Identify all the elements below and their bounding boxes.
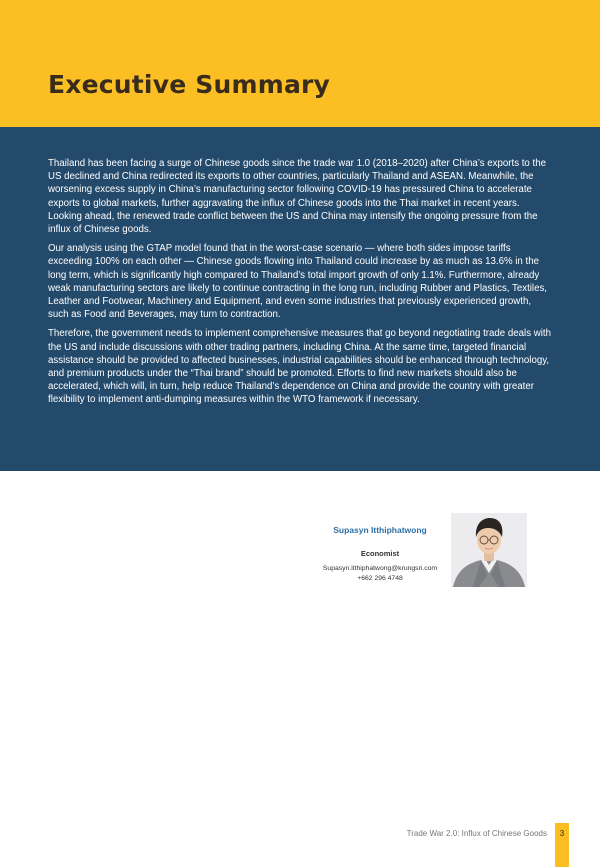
- author-phone: +662 296 4748: [357, 575, 403, 582]
- page-number: 3: [559, 829, 565, 838]
- summary-panel: [0, 127, 600, 471]
- author-email: Supasyn.itthiphatwong@krungsri.com: [322, 565, 438, 572]
- author-photo: [451, 513, 527, 587]
- page-number-tab: [555, 823, 569, 867]
- summary-paragraph: Thailand has been facing a surge of Chinese goods since the trade war 1.0 (2018–2020) after China’s exports to the US declined and China redirected its exports to other countries, particularly Thailand and ASEAN. Meanwhile, the worsening excess supply in China’s manufacturing sector following COVID-19 has pressured China to accelerate exports to global markets, further aggravating the influx of Chinese goods into the Thai market in recent years. Looking ahead, the renewed trade conflict between the US and China may intensify the ongoing pressure from the influx of Chinese goods.: [48, 158, 546, 236]
- summary-paragraph: Therefore, the government needs to implement comprehensive measures that go beyond negotiating trade deals with the US and include discussions with other trading partners, including China. At the same time, targeted financial assistance should be provided to affected businesses, industrial capabilities should be enhanced through technology, and premium products under the “Thai brand” should be promoted. Efforts to find new markets should also be accelerated, which will, in turn, help reduce Thailand’s dependence on China and provide the country with greater flexibility to implement anti-dumping measures within the WTO framework if necessary.: [48, 328, 551, 406]
- footer-document-title: Trade War 2.0: Influx of Chinese Goods: [406, 829, 547, 838]
- author-name: Supasyn Itthiphatwong: [333, 525, 427, 535]
- header-band: [0, 0, 600, 127]
- portrait-illustration: [451, 513, 527, 587]
- author-info: [314, 525, 446, 584]
- author-role: Economist: [360, 549, 400, 558]
- page-title: Executive Summary: [48, 70, 331, 99]
- summary-paragraph: Our analysis using the GTAP model found that in the worst-case scenario — where both sides impose tariffs exceeding 100% on each other — Chinese goods flowing into Thailand could increase by as much as 13.6% in the long term, which is significantly high compared to Thailand’s total import growth of only 1.1%. Furthermore, already weak manufacturing sectors are likely to continue contracting in the long run, including Rubber and Plastics, Textiles, Leather and Footwear, Machinery and Equipment, and even some industries that previously experienced growth, such as Food and Beverages, may turn to contraction.: [48, 243, 547, 321]
- summary-body: [48, 157, 553, 413]
